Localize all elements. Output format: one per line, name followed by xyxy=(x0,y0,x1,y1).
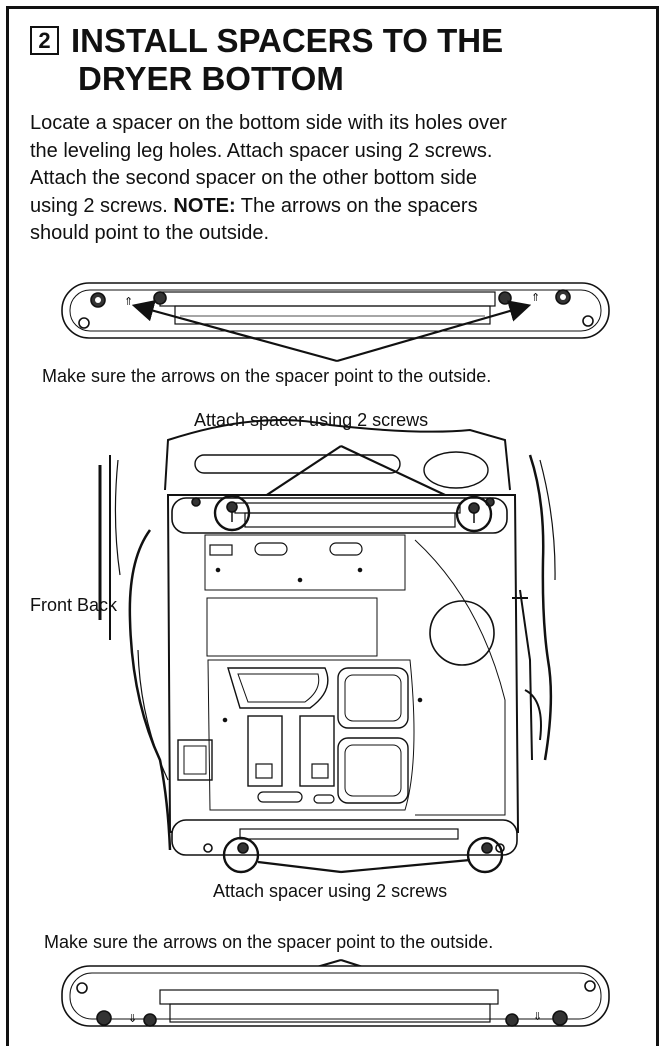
step-title-line-2: DRYER BOTTOM xyxy=(78,60,344,97)
caption-arrows-bottom: Make sure the arrows on the spacer point to the outside. xyxy=(44,932,494,952)
step-number: 2 xyxy=(30,26,59,55)
note-label: NOTE: xyxy=(173,194,236,217)
instruction-line-5: should point to the outside. xyxy=(30,222,270,244)
dryer-bottom-illustration xyxy=(100,420,555,872)
instruction-line-3: Attach the second spacer on the other bottom side xyxy=(30,167,477,189)
instruction-line-4-start: using 2 screws. xyxy=(30,194,174,217)
instruction-line-4-end: The arrows on the spacers xyxy=(235,194,478,217)
instruction-line-1: Locate a spacer on the bottom side with its holes over xyxy=(30,112,507,134)
svg-text:⇓: ⇓ xyxy=(128,1013,138,1025)
step-title-line-1: INSTALL SPACERS TO THE xyxy=(71,22,504,59)
caption-attach-top: Attach spacer using 2 screws xyxy=(194,410,429,430)
svg-text:⇓: ⇓ xyxy=(533,1011,543,1023)
svg-text:⇑: ⇑ xyxy=(531,292,541,304)
spacer-top-illustration xyxy=(62,283,609,338)
pointer-lines-attach-bottom xyxy=(258,860,470,872)
spacer-bottom-illustration xyxy=(62,966,609,1026)
caption-arrows-top: Make sure the arrows on the spacer point to the outside. xyxy=(42,366,492,386)
svg-text:⇑: ⇑ xyxy=(124,296,134,308)
instruction-line-2: the leveling leg holes. Attach spacer using 2 screws. xyxy=(30,139,493,162)
caption-attach-bottom: Attach spacer using 2 screws xyxy=(213,881,448,901)
caption-front-back: Front Back xyxy=(30,595,118,615)
